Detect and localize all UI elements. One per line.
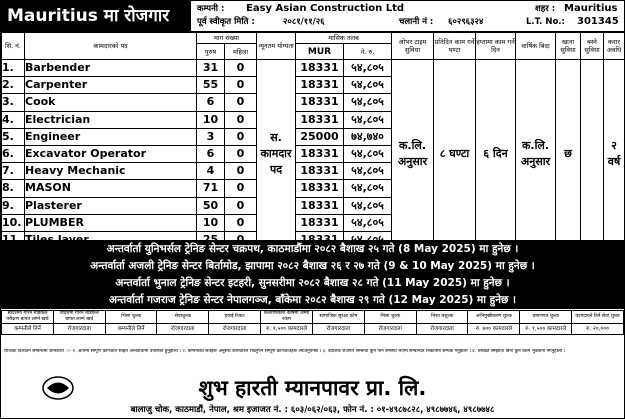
row-male-count: 31 bbox=[197, 60, 225, 77]
cost-value: रु. १,५०० कामदारले bbox=[520, 324, 572, 335]
interview-line: अन्तर्वार्ता भुनाल ट्रेनिङ सेन्टर इटहरी, सुनसरीमा २०८२ बैशाख २८ गते (11 May 2025) मा हुनेछ । bbox=[115, 277, 510, 289]
jobs-table bbox=[1, 32, 625, 249]
lt-label: L.T. No.: bbox=[526, 17, 565, 27]
country-banner: Mauritius मा रोजगार bbox=[1, 1, 191, 31]
cost-header: कामदारले तिर्ने सेवा शुल्क bbox=[572, 311, 624, 324]
row-male-count: 4 bbox=[197, 163, 225, 180]
row-sn: 1. bbox=[2, 60, 25, 77]
cost-header: सेवाशुल्क bbox=[157, 311, 209, 324]
row-female-count: 0 bbox=[225, 197, 257, 214]
row-sn: 8. bbox=[2, 180, 25, 197]
row-position: Engineer bbox=[25, 128, 197, 145]
header bbox=[1, 1, 624, 32]
cost-header: सामाजिक सुरक्षा कोष bbox=[312, 311, 364, 324]
cost-value: रोजगारदाता bbox=[53, 324, 105, 335]
row-female-count: 0 bbox=[225, 128, 257, 145]
row-sn: 9. bbox=[2, 197, 25, 214]
header-days: हप्तामा काम गर्ने दिन bbox=[476, 33, 516, 60]
cost-header: भिसा शुल्क bbox=[105, 311, 157, 324]
company-label: कम्पनी : bbox=[197, 4, 225, 14]
company-name-footer: शुभ हारती म्यानपावर प्रा. लि. bbox=[198, 376, 427, 400]
qualification-cell: स. कामदार पद bbox=[257, 60, 296, 249]
row-female-count: 0 bbox=[225, 145, 257, 162]
row-salary-mur: 18331 bbox=[296, 197, 344, 214]
row-male-count: 71 bbox=[197, 180, 225, 197]
row-sn: 2. bbox=[2, 77, 25, 94]
row-female-count: 0 bbox=[225, 111, 257, 128]
company-name: Easy Asian Construction Ltd bbox=[246, 3, 405, 14]
header-male: पुरुष bbox=[197, 44, 225, 60]
row-salary-npr: ५४,८०५ bbox=[344, 77, 392, 94]
row-position: Electrician bbox=[25, 111, 197, 128]
interview-line: अन्तर्वार्ता युनिभर्सल ट्रेनिङ सेन्टर चक्रपथ, काठमाडौंमा २०८२ बैशाख २५ गते (8 May 2025) मा हुनेछ । bbox=[106, 243, 519, 255]
header-overtime: ओभर टाइम सुविधा bbox=[392, 33, 434, 60]
row-salary-npr: ५४,८०५ bbox=[344, 180, 392, 197]
row-male-count: 10 bbox=[197, 111, 225, 128]
header-food: खाना सुविधा bbox=[556, 33, 581, 60]
row-position: Excavator Operator bbox=[25, 145, 197, 162]
notice-text: रोजिका दिलाउने सम्बन्धमा जानकारी ः– १. आफ्नो सम्पूर्ण कागजात सहित अन्तर्वार्तामा उपस्थित हुनुहोला । २. कम्पनीको सर्तहरू अनुसार कामदारले राख्नुपर्ने सम्पूर्ण कागजातहरू ल्याउनुपर्नेछ । ३. वैदेशिक रोजगार सम्बन्धी कुनै पनि समस्या भएमा सम्बन्धित निकायमा सम्पर्क गर्नुहोला । ४. लिखित सम्झौता बिना कुनै रकम भुक्तानी नगर्नुहोला । bbox=[4, 349, 566, 354]
cost-header: भिसा शुल्क bbox=[364, 311, 416, 324]
cost-value: रोजगारदाता bbox=[157, 324, 209, 335]
row-salary-npr: ५४,८०५ bbox=[344, 94, 392, 111]
leave-cell: क.लि. अनुसार bbox=[516, 60, 556, 249]
row-salary-mur: 18331 bbox=[296, 60, 344, 77]
row-position: Heavy Mechanic bbox=[25, 163, 197, 180]
interview-line: अन्तर्वार्ता गजराज ट्रेनिङ सेन्टर नेपालगञ्ज, बाँकेमा २०८२ बैशाख २९ गते (12 May 2025) मा हुनेछ । bbox=[108, 294, 517, 306]
row-position: Carpenter bbox=[25, 77, 197, 94]
row-salary-mur: 25000 bbox=[296, 128, 344, 145]
row-female-count: 0 bbox=[225, 214, 257, 231]
header-mur: MUR bbox=[296, 44, 344, 60]
cost-value: रोजगारदाता bbox=[209, 324, 261, 335]
row-sn: 6. bbox=[2, 145, 25, 162]
chalani-number: ६०२९६३२४ bbox=[448, 17, 484, 27]
row-salary-mur: 18331 bbox=[296, 94, 344, 111]
chalani-label: चलानी नं : bbox=[399, 17, 434, 27]
hours-cell: ८ घण्टा bbox=[434, 60, 476, 249]
header-sn: सि. नं. bbox=[2, 33, 25, 60]
company-address: बालाजु चोक, काठमाडौं, नेपाल, श्रम इजाजत नं. : ६०३/०६२/०६३, फोन नं. : ०१-४९८७८२८, ४९८७७४६, ४९८७७४८ bbox=[130, 405, 495, 415]
row-male-count: 6 bbox=[197, 94, 225, 111]
row-salary-npr: ५४,८०५ bbox=[344, 145, 392, 162]
cost-value: रु. १,५०० कामदारले bbox=[261, 324, 313, 335]
cost-value: रोजगारदाता bbox=[312, 324, 364, 335]
row-salary-npr: ५४,८०५ bbox=[344, 163, 392, 180]
header-npr: ने. रु. bbox=[344, 44, 392, 60]
cost-header: हवाई टिकट bbox=[209, 311, 261, 324]
approval-date: २०८१/११/२६ bbox=[283, 17, 325, 27]
row-sn: 10. bbox=[2, 214, 25, 231]
row-male-count: 6 bbox=[197, 145, 225, 162]
header-hours: प्रतिदिन काम गर्ने घण्टा bbox=[434, 33, 476, 60]
header-leave: वार्षिक बिदा bbox=[516, 33, 556, 60]
cost-value: रु. ७०० कामदारले bbox=[468, 324, 520, 335]
header-stay: बस्ने सुविधा bbox=[581, 33, 604, 60]
row-male-count: 55 bbox=[197, 77, 225, 94]
cost-header: अभिमुखीकरण शुल्क bbox=[468, 311, 520, 324]
table-row bbox=[2, 60, 625, 77]
interview-schedule bbox=[1, 240, 624, 309]
row-male-count: 50 bbox=[197, 197, 225, 214]
header-salary: मासिक तलब bbox=[296, 33, 392, 44]
row-salary-mur: 18331 bbox=[296, 214, 344, 231]
cost-value: रोजगारदाता bbox=[364, 324, 416, 335]
row-salary-npr: ५४,८०५ bbox=[344, 197, 392, 214]
contract-cell: २ वर्ष bbox=[604, 60, 625, 249]
row-female-count: 0 bbox=[225, 180, 257, 197]
row-female-count: 0 bbox=[225, 163, 257, 180]
row-position: Barbender bbox=[25, 60, 197, 77]
days-cell: ६ दिन bbox=[476, 60, 516, 249]
row-salary-mur: 18331 bbox=[296, 77, 344, 94]
row-salary-npr: ५४,८०५ bbox=[344, 111, 392, 128]
cost-header: प्रमाणपत्र शुल्क bbox=[520, 311, 572, 324]
cost-header: विदेशमा गरिने मेडिकल बापत लाग्ने खर्च bbox=[53, 311, 105, 324]
city: Mauritius bbox=[564, 3, 618, 14]
approval-label: पूर्व स्वीकृत मिति : bbox=[197, 17, 255, 27]
row-salary-mur: 18331 bbox=[296, 180, 344, 197]
row-position: PLUMBER bbox=[25, 214, 197, 231]
food-cell: छ bbox=[556, 60, 581, 249]
row-salary-mur: 18331 bbox=[296, 111, 344, 128]
cost-value: रोजगारदाता bbox=[416, 324, 468, 335]
row-male-count: 3 bbox=[197, 128, 225, 145]
city-label: शहर : bbox=[535, 4, 556, 14]
header-demand: माग संख्या bbox=[197, 33, 257, 44]
row-position: Plasterer bbox=[25, 197, 197, 214]
row-salary-npr: ५४,८०५ bbox=[344, 214, 392, 231]
row-sn: 4. bbox=[2, 111, 25, 128]
header-contract: करार अवधि bbox=[604, 33, 625, 60]
row-sn: 5. bbox=[2, 128, 25, 145]
row-male-count: 10 bbox=[197, 214, 225, 231]
row-salary-npr: ५४,८०५ bbox=[344, 60, 392, 77]
cost-value: कम्पनीले तिर्ने bbox=[2, 324, 54, 335]
lt-number: 301345 bbox=[577, 16, 619, 27]
stay-cell bbox=[581, 60, 604, 249]
row-salary-npr: ७४,७४० bbox=[344, 128, 392, 145]
row-female-count: 0 bbox=[225, 60, 257, 77]
row-salary-mur: 18331 bbox=[296, 163, 344, 180]
row-position: Cook bbox=[25, 94, 197, 111]
cost-header: स्वदेशमा गरिने मेडिकल परीक्षण बापत लाग्ने खर्च bbox=[2, 311, 54, 324]
costs-table bbox=[1, 310, 624, 335]
row-female-count: 0 bbox=[225, 94, 257, 111]
row-sn: 3. bbox=[2, 94, 25, 111]
cost-header: कल्याणकारी कोषमा जम्मा रकम bbox=[261, 311, 313, 324]
header-position: कामदारको पद bbox=[25, 33, 197, 60]
row-position: MASON bbox=[25, 180, 197, 197]
cost-value: कम्पनीले तिर्ने bbox=[105, 324, 157, 335]
header-female: महिला bbox=[225, 44, 257, 60]
row-female-count: 0 bbox=[225, 77, 257, 94]
cost-value: रु. २०,००० bbox=[572, 324, 624, 335]
cost-header: भिसा प्रशुल्क bbox=[416, 311, 468, 324]
interview-line: अन्तर्वार्ता अजली ट्रेनिङ सेन्टर बिर्तामोड, झापामा २०८२ बैशाख २६ र २७ गते (9 & 10 May 2025) मा हुनेछ । bbox=[90, 260, 535, 272]
header-qualification: न्यूनतम योग्यता bbox=[257, 33, 296, 60]
row-salary-mur: 18331 bbox=[296, 145, 344, 162]
row-sn: 7. bbox=[2, 163, 25, 180]
overtime-cell: क.लि. अनुसार bbox=[392, 60, 434, 249]
